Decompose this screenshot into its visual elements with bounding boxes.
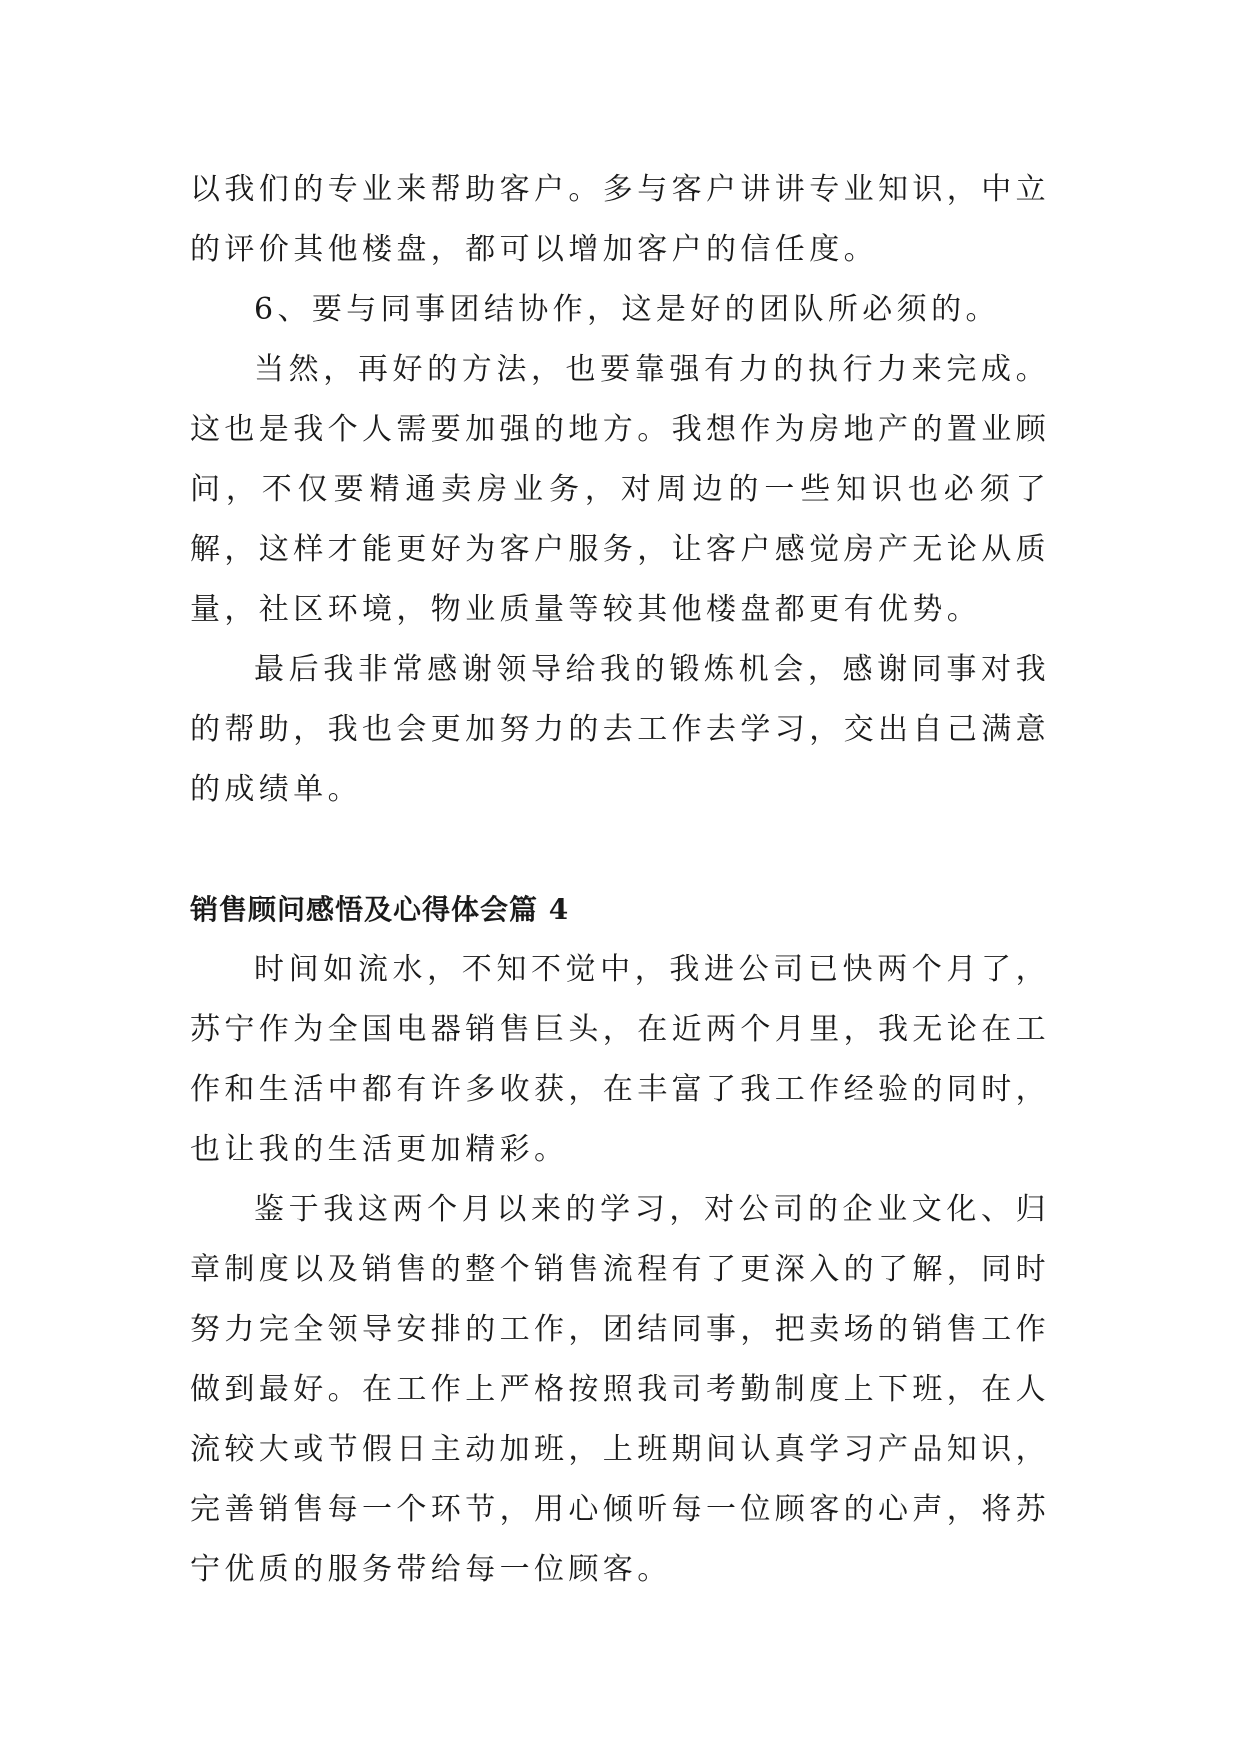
section-gap (190, 820, 1050, 880)
paragraph-study: 鉴于我这两个月以来的学习，对公司的企业文化、归章制度以及销售的整个销售流程有了更深入的了解，同时努力完全领导安排的工作，团结同事，把卖场的销售工作做到最好。在工作上严格按照我司考勤制度上下班，在人流较大或节假日主动加班，上班期间认真学习产品知识，完善销售每一个环节，用心倾听每一位顾客的心声，将苏宁优质的服务带给每一位顾客。 (190, 1192, 1050, 1587)
paragraph-continued: 以我们的专业来帮助客户。多与客户讲讲专业知识，中立的评价其他楼盘，都可以增加客户的信任度。 (190, 172, 1050, 267)
paragraph-execution: 当然，再好的方法，也要靠强有力的执行力来完成。这也是我个人需要加强的地方。我想作为房地产的置业顾问，不仅要精通卖房业务，对周边的一些知识也必须了解，这样才能更好为客户服务，让客户感觉房产无论从质量，社区环境，物业质量等较其他楼盘都更有优势。 (190, 352, 1050, 627)
paragraph-thanks: 最后我非常感谢领导给我的锻炼机会，感谢同事对我的帮助，我也会更加努力的去工作去学习，交出自己满意的成绩单。 (190, 652, 1050, 807)
paragraph-item-6: 6、要与同事团结协作，这是好的团队所必须的。 (254, 292, 1000, 327)
section-title: 销售顾问感悟及心得体会篇 4 (190, 893, 570, 926)
paragraph-intro: 时间如流水，不知不觉中，我进公司已快两个月了，苏宁作为全国电器销售巨头，在近两个月里，我无论在工作和生活中都有许多收获，在丰富了我工作经验的同时，也让我的生活更加精彩。 (190, 952, 1050, 1167)
document-body (190, 160, 1050, 1600)
